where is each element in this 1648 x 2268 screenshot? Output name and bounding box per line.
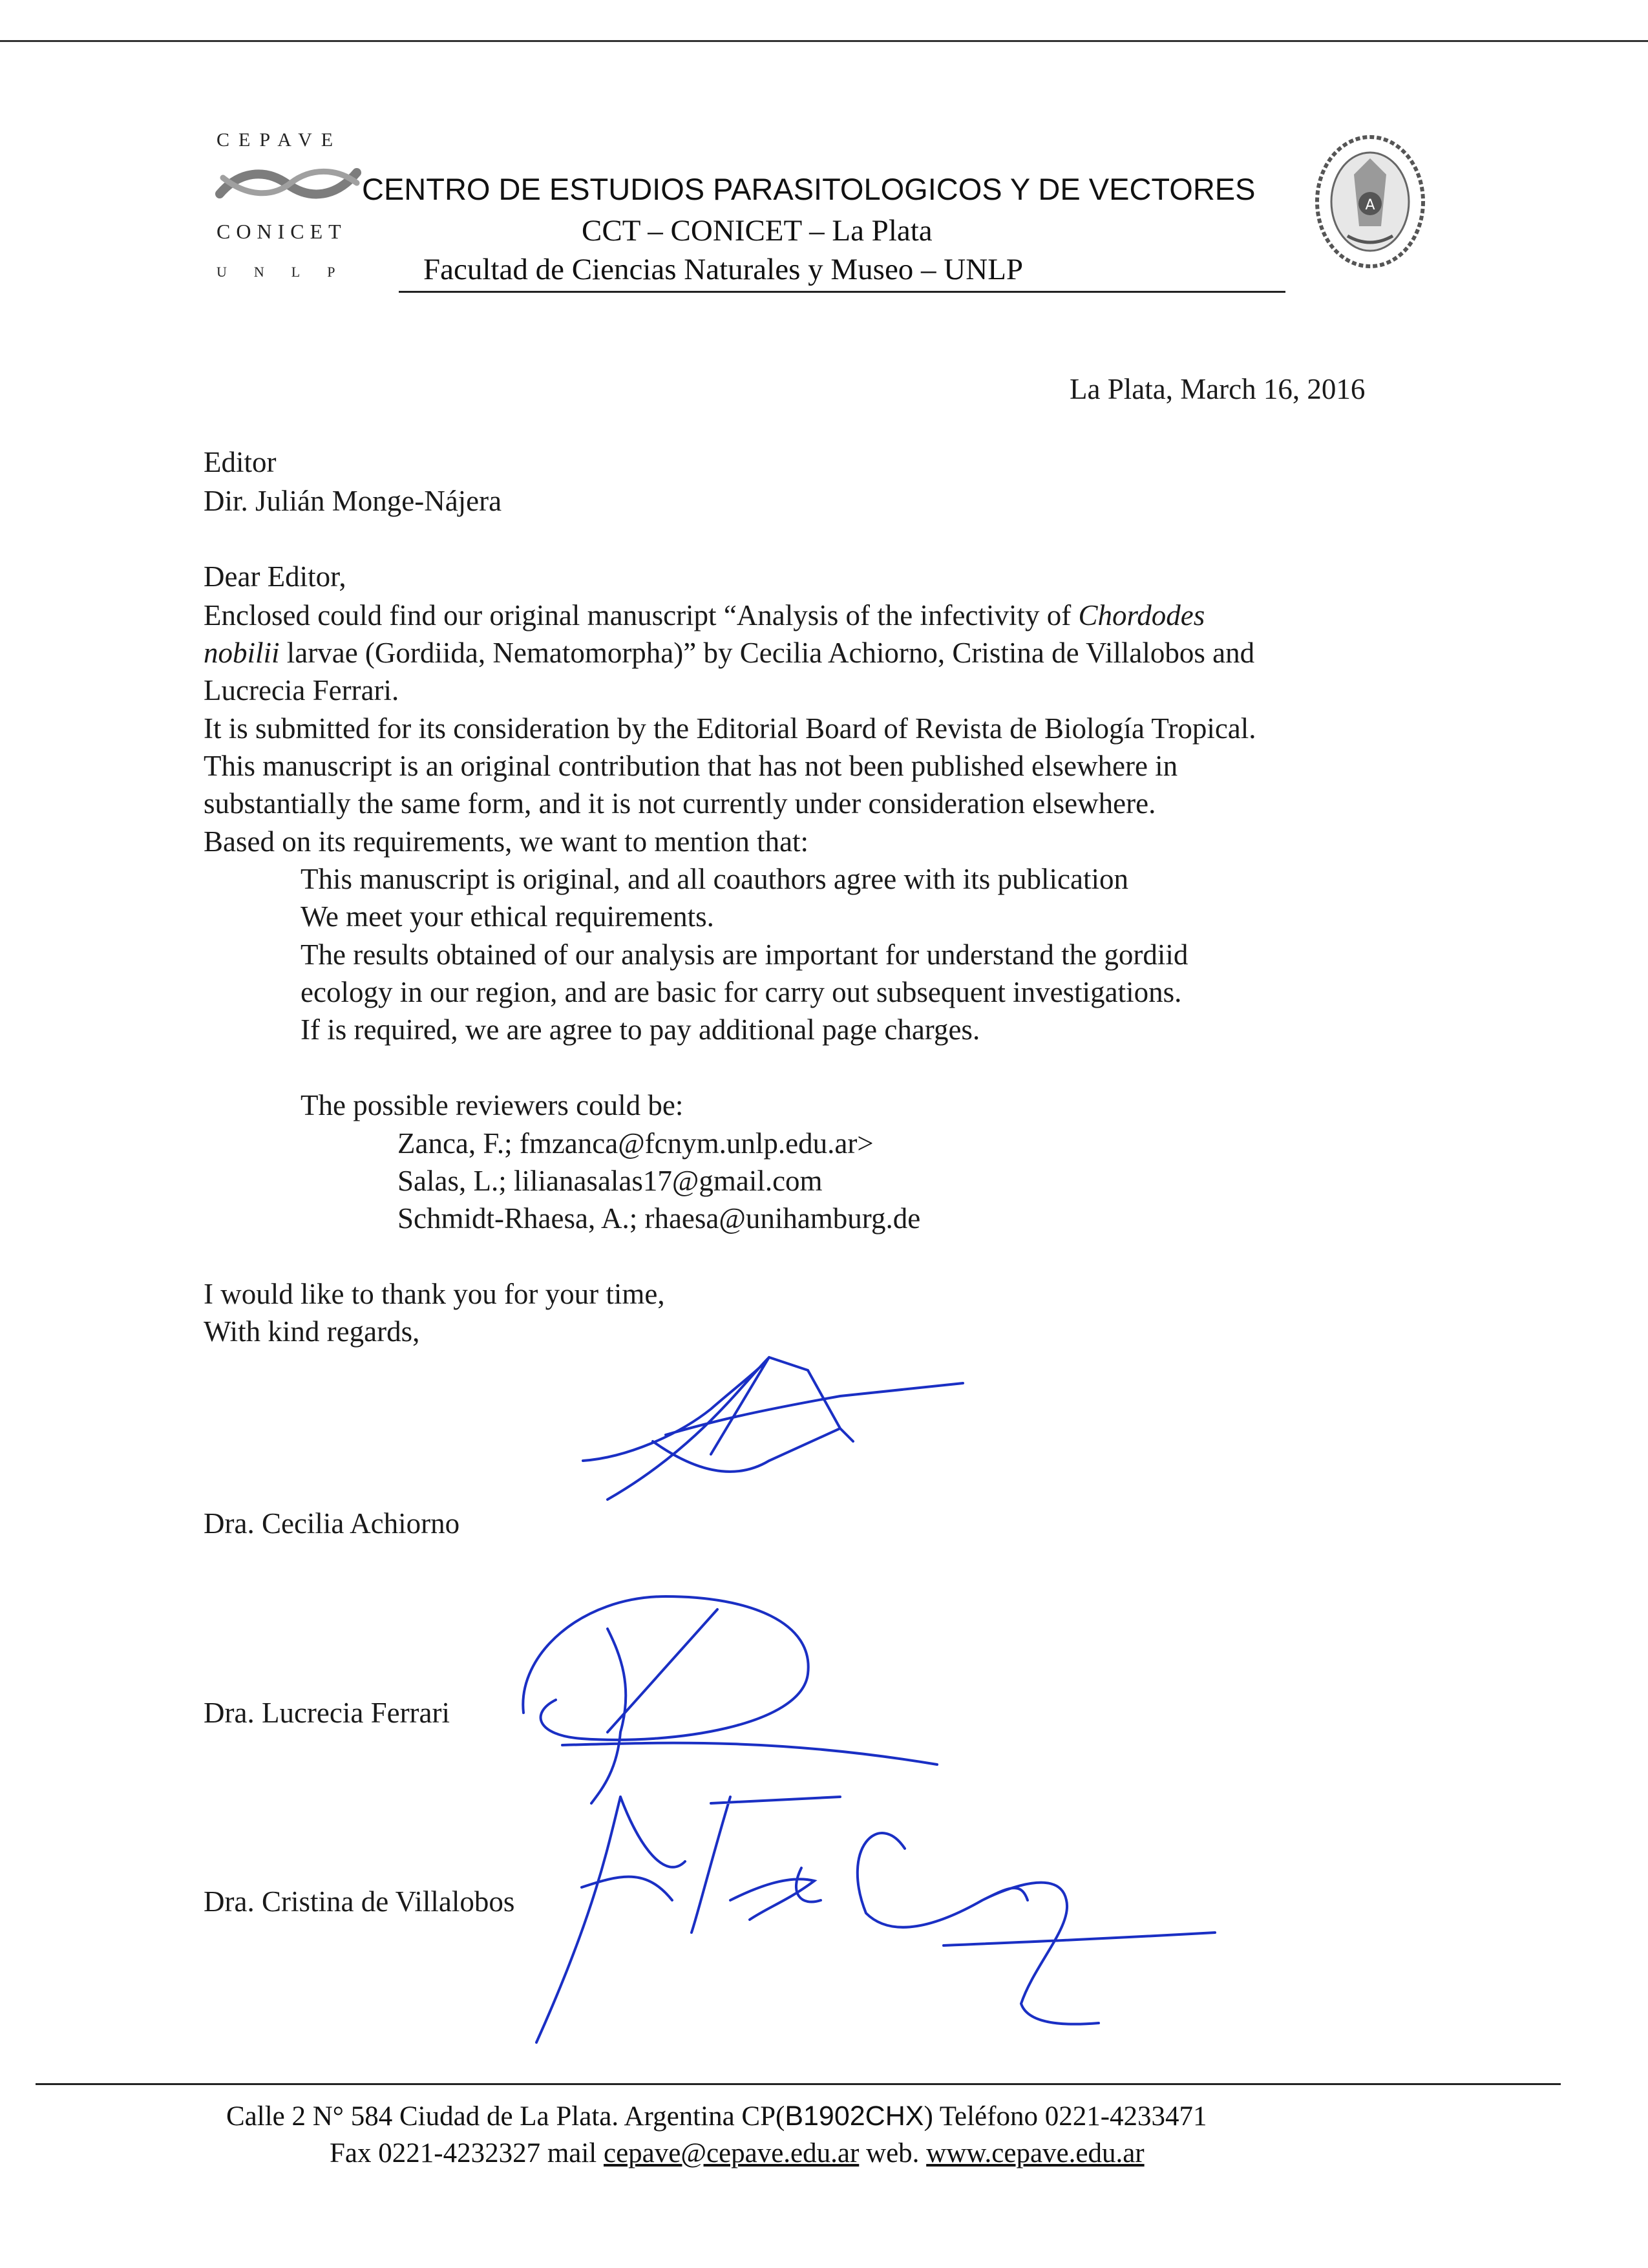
signature-achiorno [569, 1306, 982, 1519]
logo-text-cepave: CEPAVE [217, 129, 343, 151]
footer-web-link[interactable]: www.cepave.edu.ar [926, 2138, 1145, 2168]
recipient-name: Dir. Julián Monge-Nájera [204, 485, 502, 517]
requirement-item: ecology in our region, and are basic for carry out subsequent investigations. [301, 976, 1182, 1008]
footer-fax-text: Fax 0221-4232327 mail [330, 2138, 604, 2168]
manuscript-text: Enclosed could find our original manuscript “Analysis of the infectivity of [204, 599, 1079, 631]
reviewer-item: Zanca, F.; fmzanca@fcnym.unlp.edu.ar> [397, 1127, 874, 1160]
footer-rule [36, 2083, 1561, 2085]
footer-web-label: web. [859, 2138, 927, 2168]
closing-regards: With kind regards, [204, 1315, 420, 1348]
postal-code: B1902CHX [785, 2101, 924, 2132]
unlp-seal-icon [1309, 129, 1431, 275]
body-paragraph-line: This manuscript is an original contribution that has not been published elsewhere in [204, 750, 1178, 782]
scan-top-edge [0, 40, 1648, 42]
cepave-logo-icon [213, 158, 362, 210]
salutation: Dear Editor, [204, 560, 346, 593]
signer-name: Dra. Lucrecia Ferrari [204, 1697, 450, 1729]
letter-date: La Plata, March 16, 2016 [1070, 373, 1366, 405]
body-paragraph-line: substantially the same form, and it is not currently under consideration elsewhere. [204, 787, 1156, 820]
body-paragraph-line: It is submitted for its consideration by the Editorial Board of Revista de Biología Tropical. [204, 712, 1256, 745]
footer-contact [330, 2137, 1145, 2169]
faculty-line: Facultad de Ciencias Naturales y Museo – UNLP [423, 253, 1024, 286]
reviewer-item: Salas, L.; lilianasalas17@gmail.com [397, 1165, 823, 1197]
closing-line: I would like to thank you for your time, [204, 1278, 665, 1310]
body-paragraph-line: Lucrecia Ferrari. [204, 674, 399, 706]
footer-address-text: Calle 2 N° 584 Ciudad de La Plata. Argentina CP( [226, 2101, 785, 2132]
reviewer-item: Schmidt-Rhaesa, A.; rhaesa@unihamburg.de [397, 1202, 921, 1235]
recipient-title: Editor [204, 446, 277, 478]
footer-phone-text: ) Teléfono 0221-4233471 [924, 2101, 1207, 2132]
signer-name: Dra. Cristina de Villalobos [204, 1885, 515, 1918]
requirement-item: The results obtained of our analysis are important for understand the gordiid [301, 938, 1188, 971]
body-paragraph-line: Based on its requirements, we want to mention that: [204, 825, 809, 858]
reviewers-intro: The possible reviewers could be: [301, 1089, 684, 1121]
institution-title: CENTRO DE ESTUDIOS PARASITOLOGICOS Y DE VECTORES [362, 172, 1256, 206]
body-paragraph-line [204, 639, 1254, 668]
letterhead-rule [399, 291, 1285, 293]
requirement-item: We meet your ethical requirements. [301, 900, 714, 933]
logo-text-conicet: CONICET [217, 220, 347, 243]
species-genus: Chordodes [1078, 599, 1205, 631]
requirement-item: This manuscript is original, and all coauthors agree with its publication [301, 863, 1128, 895]
institution-subtitle: CCT – CONICET – La Plata [582, 214, 933, 248]
footer-address [226, 2101, 1207, 2132]
signature-villalobos [517, 1771, 1241, 2062]
requirement-item: If is required, we are agree to pay additional page charges. [301, 1013, 980, 1046]
svg-text:A: A [1365, 197, 1375, 213]
body-paragraph-line [204, 601, 1205, 630]
logo-text-unlp: UNLP [217, 264, 363, 280]
signer-name: Dra. Cecilia Achiorno [204, 1507, 460, 1540]
species-epithet: nobilii [204, 637, 280, 669]
manuscript-text: larvae (Gordiida, Nematomorpha)” by Cecilia Achiorno, Cristina de Villalobos and [279, 637, 1255, 669]
footer-email-link[interactable]: cepave@cepave.edu.ar [604, 2138, 860, 2168]
